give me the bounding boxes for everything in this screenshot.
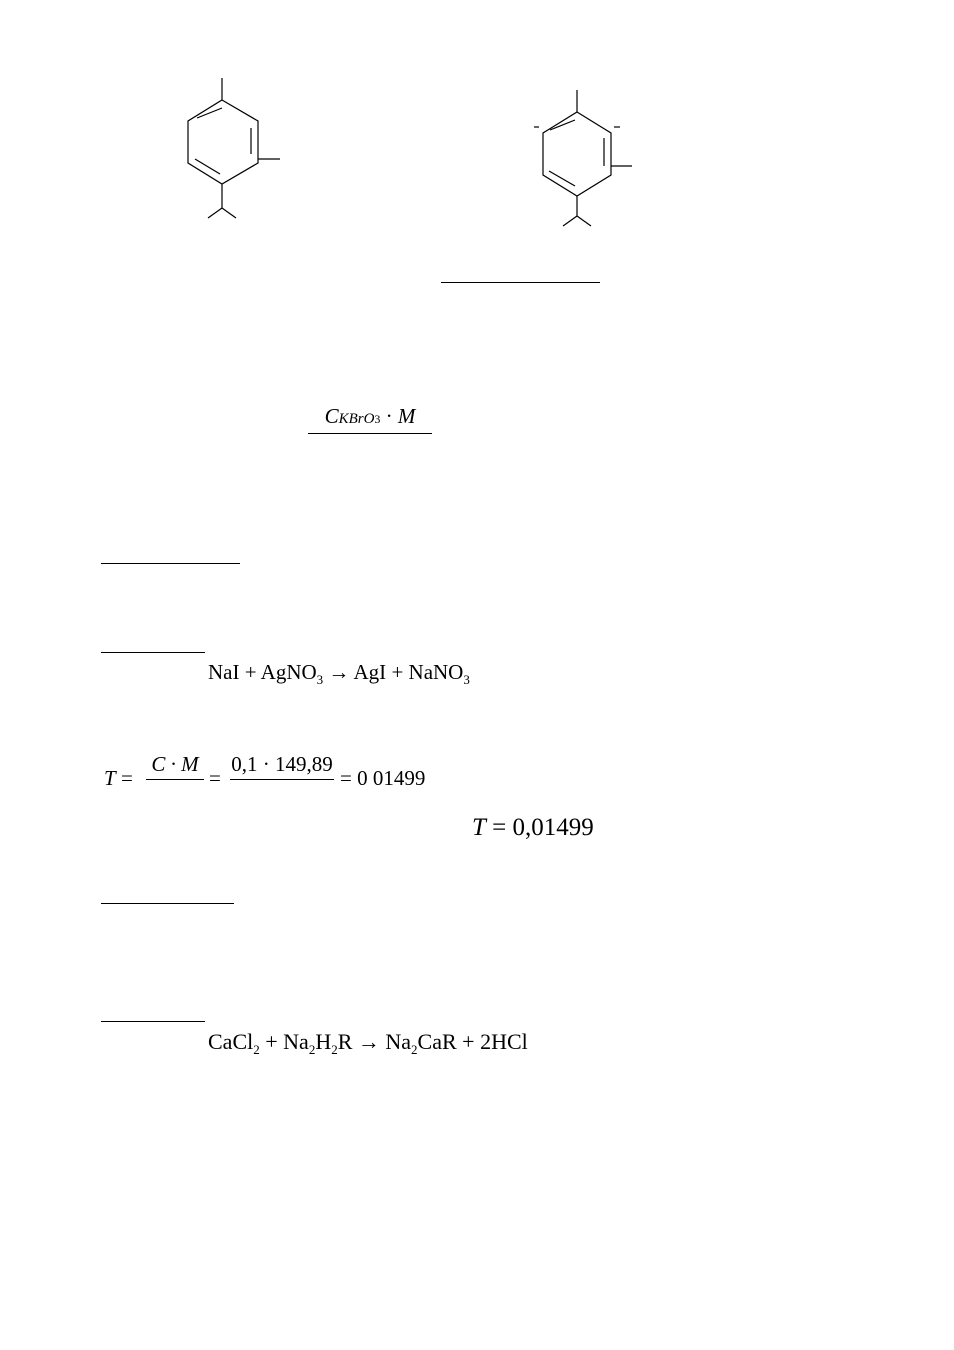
titre-t-symbol: T = [104, 766, 133, 790]
reaction-arrow: → [328, 660, 350, 684]
fraction-bar [146, 779, 204, 780]
divider-line [101, 1021, 205, 1022]
reactant-nai: NaI [208, 660, 240, 684]
numerator-cm: C · M [151, 752, 199, 776]
reaction-arrow: → [357, 1029, 380, 1054]
reaction-nai-agno3 [208, 660, 470, 687]
subscript: 3 [463, 672, 470, 687]
dot-symbol: · [385, 404, 393, 428]
m-symbol: M [397, 404, 416, 428]
subscript: 2 [411, 1042, 418, 1057]
divider-line [101, 652, 205, 653]
plus-sign: + [244, 660, 257, 684]
reactant-cacl2: CaCl [208, 1029, 254, 1054]
numerator-values: 0,1 · 149,89 [231, 752, 333, 776]
equals-sign: = [492, 814, 507, 841]
plus-sign: + [462, 1029, 475, 1054]
three-subscript: 3 [374, 412, 381, 426]
fraction-bar [308, 433, 432, 434]
result-value: 0,01499 [512, 814, 594, 841]
titre-fraction-values [230, 754, 334, 780]
product-nano3: NaNO [408, 660, 464, 684]
subscript: 3 [316, 672, 324, 687]
fraction-bar [230, 779, 334, 780]
reaction-cacl2-trilon: CaCl$_2$ + $Na_2H_2R \to Na_2CaR + 2HCl$ [208, 1029, 528, 1057]
reactant-agno3: AgNO [260, 660, 317, 684]
product-na2car: Na [385, 1029, 412, 1054]
reactant-na2h2r: Na [283, 1029, 309, 1054]
ckbro3-numerator [308, 406, 432, 434]
product-hcl: 2HCl [480, 1029, 528, 1054]
subscript: 2 [253, 1042, 260, 1057]
product-agi: AgI [353, 660, 387, 684]
equals-sign: = [340, 766, 352, 790]
titre-fraction-cm [146, 754, 204, 780]
equals-sign: = [209, 766, 221, 790]
benzene-structure-left [170, 70, 300, 230]
kbro-subscript: KBrO [338, 411, 375, 427]
titre-result [340, 768, 425, 789]
subscript: 2 [331, 1042, 338, 1057]
subscript: 2 [308, 1042, 316, 1057]
plus-sign: + [265, 1029, 278, 1054]
titre-final-result [472, 815, 594, 840]
benzene-structure-right [525, 82, 655, 242]
result-value: 0 01499 [357, 766, 426, 790]
plus-sign: + [391, 660, 404, 684]
divider-line [441, 282, 600, 283]
divider-line [101, 903, 234, 904]
equals-sign: = [120, 766, 133, 790]
divider-line [101, 563, 240, 564]
t-symbol: T [472, 814, 486, 841]
c-symbol: C [324, 404, 339, 428]
